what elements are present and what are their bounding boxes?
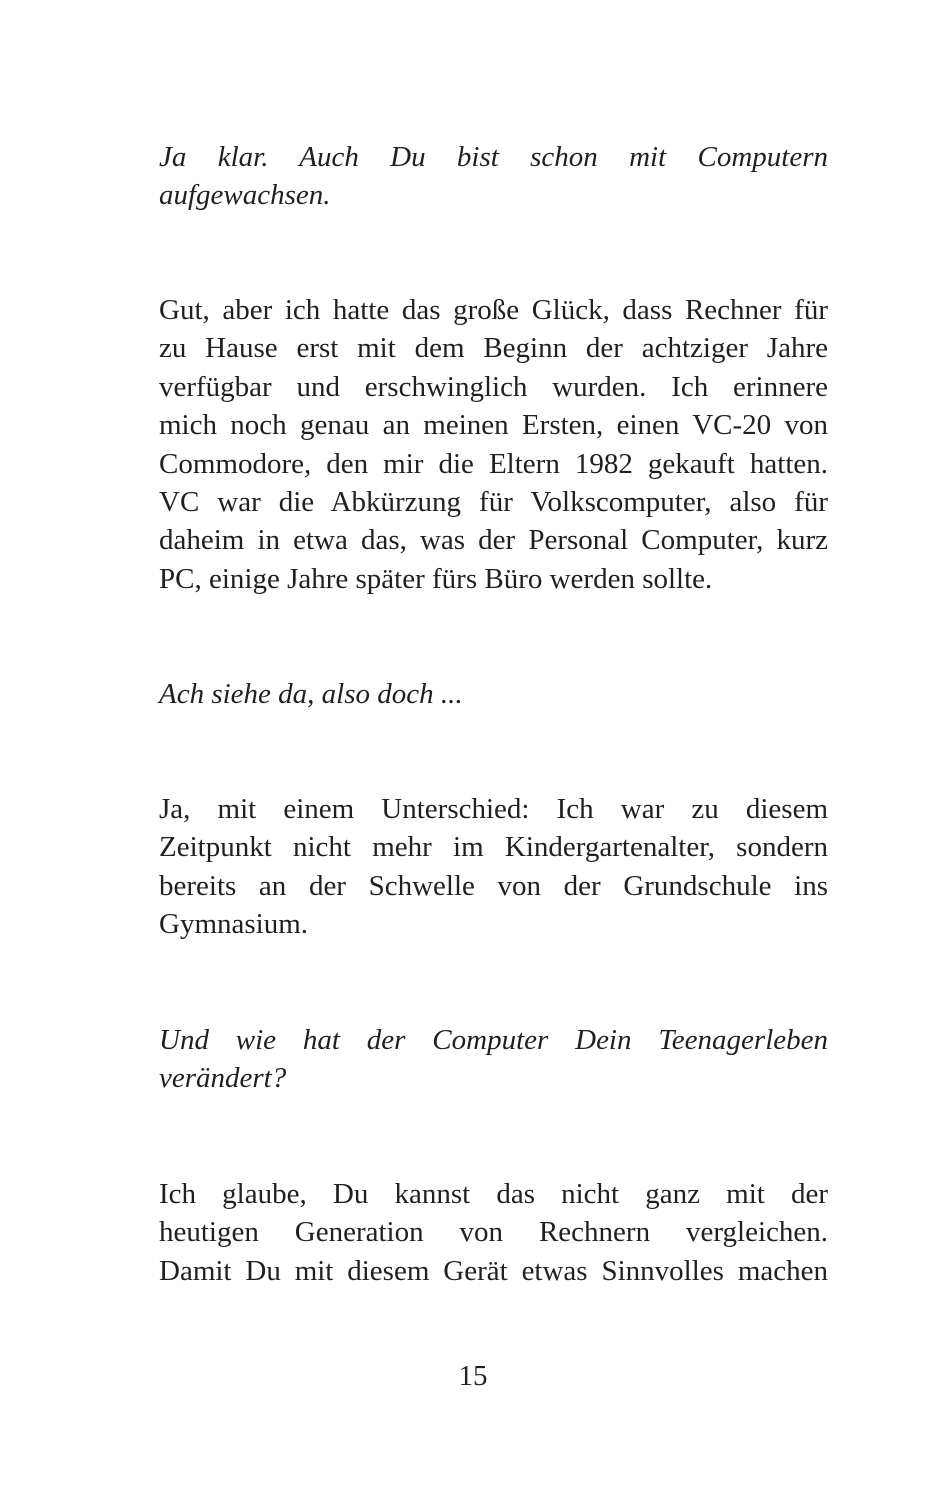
- question-paragraph-1: [159, 138, 828, 215]
- text-line: zu Hause erst mit dem Beginn der achtziger Jahre: [159, 332, 828, 365]
- text-line: Und wie hat der Computer Dein Teenagerleben: [159, 1024, 828, 1056]
- page-number: 15: [458, 1360, 488, 1392]
- text-line: Gut, aber ich hatte das große Glück, dass Rechner für: [159, 294, 828, 326]
- question-paragraph-3: [159, 1021, 828, 1098]
- text-line: mich noch genau an meinen Ersten, einen VC-20 von: [159, 409, 828, 442]
- text-line: verfügbar und erschwinglich wurden. Ich erinnere: [159, 370, 828, 403]
- text-line: heutigen Generation von Rechnern vergleichen.: [159, 1216, 828, 1249]
- question-paragraph-2: [159, 675, 828, 713]
- answer-paragraph-2: [159, 790, 828, 944]
- text-line: Ja, mit einem Unterschied: Ich war zu diesem: [159, 793, 828, 825]
- text-line: Ach siehe da, also doch ...: [159, 678, 463, 710]
- answer-paragraph-3: [159, 1175, 828, 1290]
- text-line: VC war die Abkürzung für Volkscomputer, also für: [159, 485, 828, 518]
- text-line: daheim in etwa das, was der Personal Computer, kurz: [159, 524, 828, 557]
- text-line: Commodore, den mir die Eltern 1982 gekauft hatten.: [159, 447, 828, 480]
- text-line: Zeitpunkt nicht mehr im Kindergartenalter, sondern: [159, 831, 828, 864]
- text-line: PC, einige Jahre später fürs Büro werden sollte.: [159, 562, 713, 595]
- text-line: Ich glaube, Du kannst das nicht ganz mit der: [159, 1178, 828, 1210]
- text-line: Gymnasium.: [159, 908, 309, 941]
- text-line: bereits an der Schwelle von der Grundschule ins: [159, 869, 828, 902]
- text-line: Damit Du mit diesem Gerät etwas Sinnvolles machen: [159, 1254, 828, 1287]
- text-line: Ja klar. Auch Du bist schon mit Computern: [159, 141, 828, 173]
- text-line: verändert?: [159, 1062, 287, 1095]
- answer-paragraph-1: [159, 291, 828, 598]
- text-line: aufgewachsen.: [159, 179, 331, 212]
